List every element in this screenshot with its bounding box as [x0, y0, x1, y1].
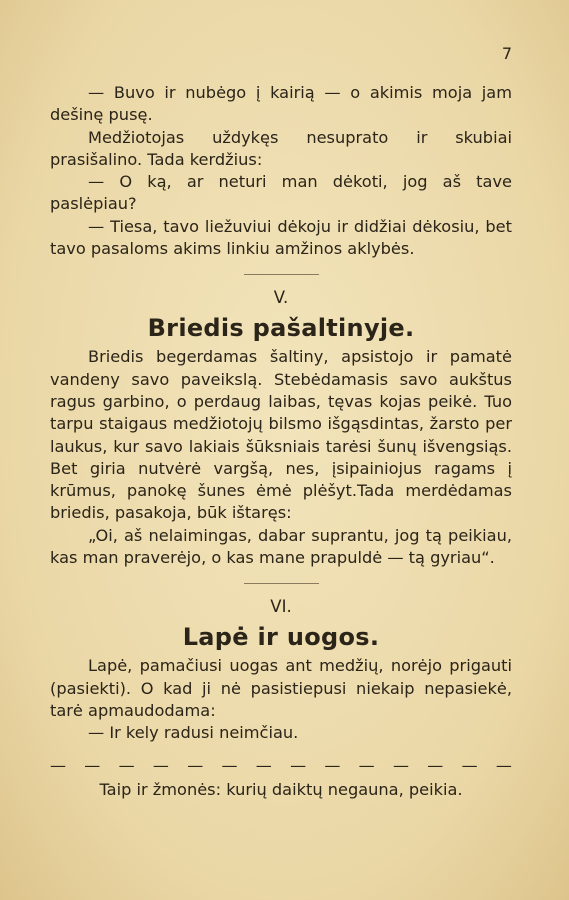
dash: — — [358, 755, 375, 775]
dash: — — [84, 755, 101, 775]
dash-separator — [50, 755, 512, 777]
dialogue-paragraph: — Tiesa, tavo liežuviui dėkoju ir didžiai dėkosiu, bet tavo pasaloms akims linkiu amžinos aklybės. — [50, 216, 512, 259]
section-number: VI. — [270, 597, 292, 617]
section-number: V. — [273, 288, 289, 308]
dash: — — [187, 755, 204, 775]
dash: — — [118, 755, 135, 775]
dash: — — [392, 755, 409, 775]
quote-paragraph: „Oi, aš nelaimingas, dabar suprantu, jog tą peikiau, kas man praverėjo, o kas mane prapuldė — tą gyriau“. — [50, 525, 512, 568]
dash: — — [427, 755, 444, 775]
dialogue-paragraph: — Ir kely radusi neimčiau. — [88, 723, 299, 743]
dialogue-paragraph: — O ką, ar neturi man dėkoti, jog aš tave paslėpiau? — [50, 172, 512, 214]
dash: — — [152, 755, 169, 775]
fable-paragraph: Briedis begerdamas šaltiny, apsistojo ir pamatė vandeny savo paveikslą. Stebėdamasis savo aukštus ragus garbino, o perdaug laibas, tęvas kojas peikė. Tuo tarpu staigaus medžiotojų bilsmo išgąsdintas, žarsto per laukus, kur savo lakiais šūksniais tarėsi šunų išvengsiąs. Bet giria nutvėrė vargšą, nes, įsipainiojus ragams į krūmus, panokę šunes ėmė plėšyt.Tada merdėdamas briedis, pasakoja, būk ištaręs: — [50, 347, 512, 523]
dash: — — [461, 755, 478, 775]
dash: — — [221, 755, 238, 775]
section-divider — [244, 274, 319, 275]
dialogue-paragraph: — Buvo ir nubėgo į kairią — o akimis moja jam dešinę pusę. — [50, 83, 512, 125]
page-body — [50, 82, 512, 801]
section-divider — [244, 583, 319, 584]
dash: — — [255, 755, 272, 775]
moral-line: Taip ir žmonės: kurių daiktų negauna, peikia. — [99, 779, 463, 799]
section-title: Lapė ir uogos. — [182, 623, 380, 652]
narration-paragraph: Medžiotojas uždykęs nesuprato ir skubiai prasišalino. Tada kerdžius: — [50, 127, 512, 169]
dash: — — [290, 755, 307, 775]
section-title: Briedis pašaltinyje. — [147, 314, 415, 343]
dash: — — [50, 755, 66, 775]
dash: — — [495, 755, 512, 775]
page-number: 7 — [501, 44, 512, 63]
fable-paragraph: Lapė, pamačiusi uogas ant medžių, norėjo prigauti (pasiekti). O kad ji nė pasistiepusi niekaip nepasiekė, tarė apmaudodama: — [50, 656, 512, 720]
dash: — — [324, 755, 341, 775]
